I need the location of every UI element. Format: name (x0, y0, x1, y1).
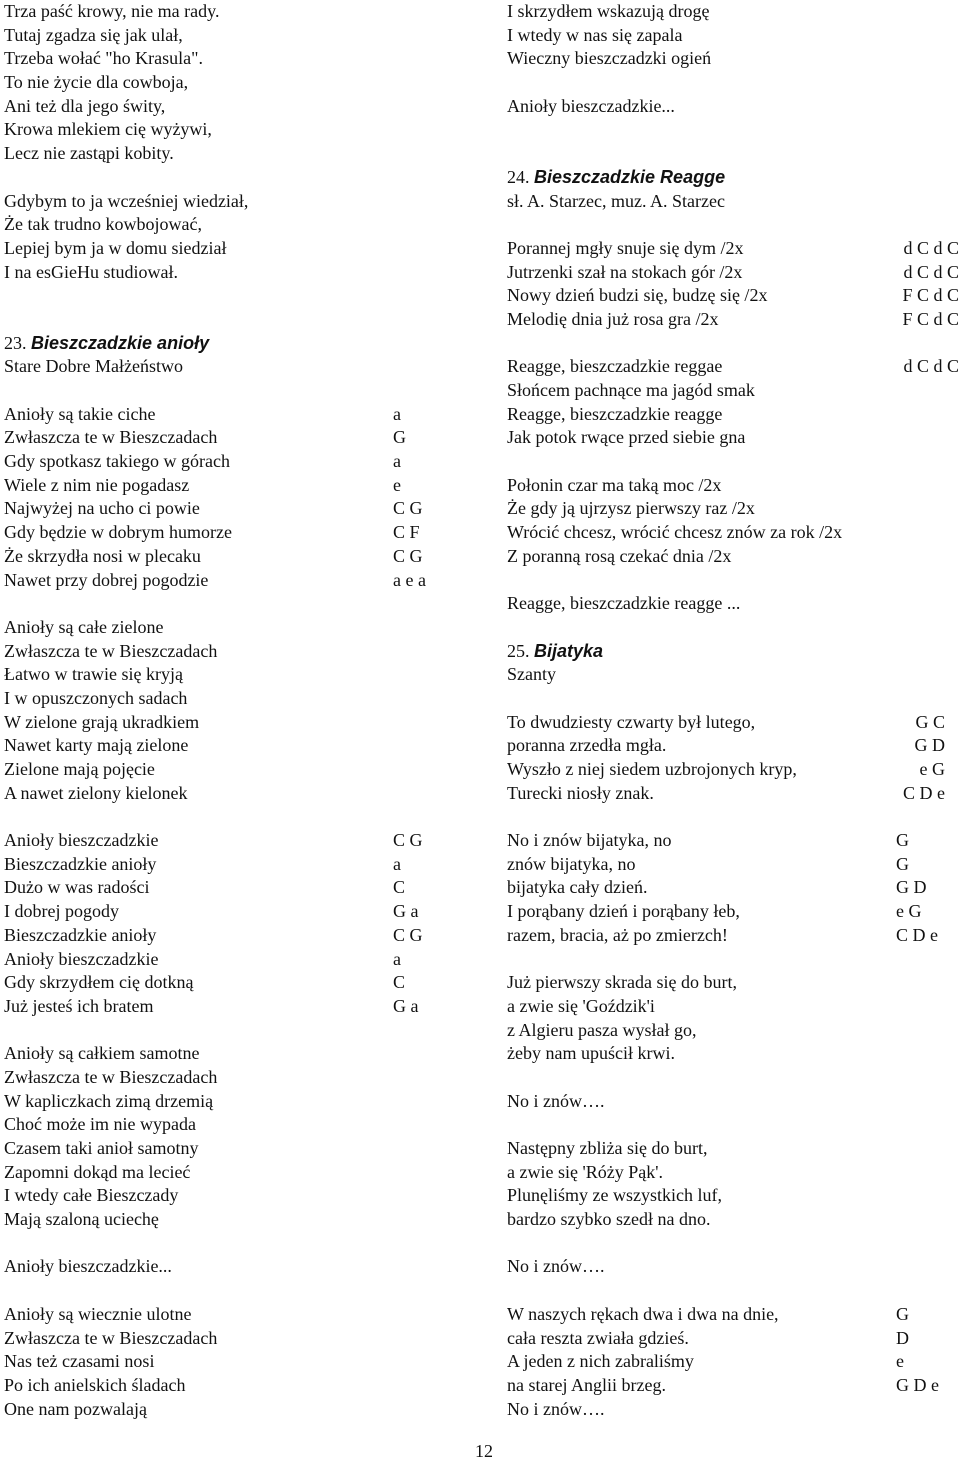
chord: F C d C (902, 285, 959, 306)
chord: C F (393, 522, 420, 543)
lyric-line: bardzo szybko szedł na dno. (507, 1209, 711, 1230)
lyric-line: Reagge, bieszczadzkie reagge ... (507, 593, 741, 614)
lyric-line: Anioły są całe zielone (4, 616, 164, 637)
lyric-line: Że skrzydła nosi w plecaku C G (4, 545, 444, 569)
chord: C (393, 972, 406, 993)
song-number: 23. (4, 332, 27, 353)
blank-line (507, 948, 959, 972)
chord: a (393, 403, 401, 424)
lyric-line: One nam pozwalają (4, 1398, 147, 1419)
chord: G C (915, 711, 945, 732)
song-author: sł. A. Starzec, muz. A. Starzec (507, 190, 725, 211)
blank-line (507, 805, 959, 829)
chord: a (393, 451, 401, 472)
chord: G D (896, 877, 927, 898)
lyric-line: Anioły bieszczadzkie... (507, 95, 675, 116)
lyric-line: Porannej mgły snuje się dym /2x d C d C (507, 237, 959, 261)
chord: d C d C (903, 261, 959, 282)
chord: F C d C (902, 308, 959, 329)
lyric-line: Po ich anielskich śladach (4, 1374, 186, 1395)
lyric-line: na starej Anglii brzeg. G D e (507, 1374, 959, 1398)
blank-line (4, 379, 444, 403)
lyric-line: Następny zbliża się do burt, (507, 1138, 708, 1158)
blank-line (507, 142, 959, 166)
lyric-line: Że tak trudno kowbojować, (4, 214, 202, 235)
lyric-line: cała reszta zwiała gdzieś. D (507, 1327, 959, 1351)
lyric-line: Anioły są takie ciche a (4, 403, 444, 427)
chord: a (393, 948, 401, 969)
lyric-line: bijatyka cały dzień. G D (507, 876, 959, 900)
lyric-line: I w opuszczonych sadach (4, 687, 188, 708)
lyric-line: Trza paść krowy, nie ma rady. (4, 1, 220, 21)
lyric-line: Bieszczadzkie anioły a (4, 853, 444, 877)
lyric-line: Turecki niosły znak. C D e (507, 782, 959, 806)
lyric-line: Z poranną rosą czekać dnia /2x (507, 545, 732, 566)
song-title: Bieszczadzkie Reagge (534, 166, 726, 187)
blank-line (4, 592, 444, 616)
blank-line (4, 284, 444, 308)
lyric-line: Reagge, bieszczadzkie reggae d C d C (507, 355, 959, 379)
lyric-line: I wtedy całe Bieszczady (4, 1185, 179, 1206)
chord: d C d C (903, 356, 959, 377)
lyric-line: poranna zrzedła mgła. G D (507, 734, 959, 758)
blank-line (507, 118, 959, 142)
blank-line (507, 569, 959, 593)
lyric-line: Gdy będzie w dobrym humorze C F (4, 521, 444, 545)
lyric-line: Wyszło z niej siedem uzbrojonych kryp, e G (507, 758, 959, 782)
song-author: Stare Dobre Małżeństwo (4, 356, 183, 377)
chord: G (896, 1303, 909, 1324)
chord: G (896, 830, 909, 851)
lyric-line: Dużo w was radości C (4, 876, 444, 900)
lyric-line: I skrzydłem wskazują drogę (507, 1, 710, 21)
lyric-line: Melodię dnia już rosa gra /2x F C d C (507, 308, 959, 332)
song-title: Bijatyka (534, 640, 604, 661)
lyric-line: Krowa mlekiem cię wyżywi, (4, 119, 212, 140)
lyric-line: Gdy skrzydłem cię dotkną C (4, 971, 444, 995)
lyric-line: Anioły bieszczadzkie C G (4, 829, 444, 853)
lyric-line: Lepiej bym ja w domu siedział (4, 237, 227, 258)
song-title-24 (507, 166, 959, 190)
blank-line (4, 1232, 444, 1256)
blank-line (507, 1279, 959, 1303)
lyric-line: Łatwo w trawie się kryją (4, 664, 183, 685)
chord: G (896, 853, 909, 874)
lyric-line: Jutrzenki szał na stokach gór /2x d C d C (507, 261, 959, 285)
lyric-line: razem, bracia, aż po zmierzch! C D e (507, 924, 959, 948)
lyric-line: Nowy dzień budzi się, budzę się /2x F C d C (507, 284, 959, 308)
blank-line (4, 805, 444, 829)
chord: C G (393, 545, 423, 566)
chord: D (896, 1327, 909, 1348)
blank-line (507, 332, 959, 356)
song-number: 24. (507, 166, 530, 187)
lyric-line: Zwłaszcza te w Bieszczadach (4, 1327, 218, 1348)
lyric-line: To nie życie dla cowboja, (4, 72, 189, 93)
lyric-line: Najwyżej na ucho ci powie C G (4, 497, 444, 521)
lyric-line: I dobrej pogody G a (4, 900, 444, 924)
blank-line (507, 213, 959, 237)
lyric-line: I porąbany dzień i porąbany łeb, e G (507, 900, 959, 924)
lyric-line: Nas też czasami nosi (4, 1351, 155, 1372)
lyric-line: Zwłaszcza te w Bieszczadach (4, 640, 218, 661)
lyric-line: Wrócić chcesz, wrócić chcesz znów za rok /2x (507, 522, 843, 543)
lyric-line: a zwie się 'Róży Pąk'. (507, 1161, 663, 1182)
blank-line (507, 1113, 959, 1137)
blank-line (4, 308, 444, 332)
right-column (507, 0, 959, 1421)
blank-line (507, 450, 959, 474)
lyric-line: Mają szaloną uciechę (4, 1209, 159, 1230)
lyric-line: Wieczny bieszczadzki ogień (507, 48, 712, 69)
blank-line (507, 616, 959, 640)
lyric-line: Ani też dla jego świty, (4, 95, 166, 116)
lyric-line: Zwłaszcza te w Bieszczadach G (4, 426, 444, 450)
chord: e (393, 474, 401, 495)
chord: G a (393, 995, 419, 1016)
chord: G (393, 427, 406, 448)
lyric-line: Bieszczadzkie anioły C G (4, 924, 444, 948)
song-title: Bieszczadzkie anioły (31, 332, 210, 353)
lyric-line: Tutaj zgadza się jak ulał, (4, 24, 183, 45)
lyric-line: żeby nam upuścił krwi. (507, 1043, 675, 1064)
page-number: 12 (475, 1441, 493, 1461)
chord: C G (393, 830, 423, 851)
lyric-line: Nawet karty mają zielone (4, 735, 189, 756)
chord: C (393, 877, 406, 898)
left-column (4, 0, 444, 1421)
chord: C D e (896, 924, 938, 945)
blank-line (507, 687, 959, 711)
lyric-line: Wiele z nim nie pogadasz e (4, 474, 444, 498)
lyric-line: A jeden z nich zabraliśmy e (507, 1350, 959, 1374)
lyric-line: Anioły bieszczadzkie a (4, 948, 444, 972)
blank-line (4, 166, 444, 190)
lyric-line: Trzeba wołać "ho Krasula". (4, 48, 203, 69)
lyric-line: Słońcem pachnące ma jagód smak (507, 380, 755, 400)
lyric-line: Anioły są całkiem samotne (4, 1043, 200, 1064)
lyric-line: No i znów…. (507, 1256, 605, 1277)
lyric-line: No i znów bijatyka, no G (507, 829, 959, 853)
chord: e G (896, 901, 922, 922)
lyric-line: znów bijatyka, no G (507, 853, 959, 877)
lyric-line: Plunęliśmy ze wszystkich luf, (507, 1185, 722, 1206)
chord: e (896, 1351, 904, 1372)
lyric-line: Już pierwszy skrada się do burt, (507, 972, 737, 993)
chord: C G (393, 924, 423, 945)
chord: C G (393, 498, 423, 519)
lyric-line: Gdybym to ja wcześniej wiedział, (4, 190, 249, 211)
lyric-line: a zwie się 'Goździk'i (507, 995, 655, 1016)
lyric-line: Zapomni dokąd ma lecieć (4, 1161, 191, 1182)
lyric-line: Reagge, bieszczadzkie reagge (507, 403, 723, 424)
song-title-23 (4, 332, 444, 356)
lyric-line: No i znów…. (507, 1090, 605, 1111)
lyric-line: Że gdy ją ujrzysz pierwszy raz /2x (507, 498, 755, 519)
lyric-line: Choć może im nie wypada (4, 1114, 196, 1135)
lyric-line: Nawet przy dobrej pogodzie a e a (4, 569, 444, 593)
lyric-line: Lecz nie zastąpi kobity. (4, 143, 174, 164)
lyric-line: To dwudziesty czwarty był lutego, G C (507, 711, 959, 735)
lyric-line: W zielone grają ukradkiem (4, 711, 200, 732)
lyric-line: z Algieru pasza wysłał go, (507, 1019, 697, 1040)
blank-line (507, 1232, 959, 1256)
chord: G D e (896, 1374, 939, 1395)
lyric-line: Zwłaszcza te w Bieszczadach (4, 1066, 218, 1087)
chord: G a (393, 901, 419, 922)
lyric-line: Połonin czar ma taką moc /2x (507, 474, 722, 495)
blank-line (507, 71, 959, 95)
lyric-line: Anioły bieszczadzkie... (4, 1256, 172, 1277)
lyric-line: Anioły są wiecznie ulotne (4, 1303, 192, 1324)
chord: a (393, 853, 401, 874)
lyric-line: Czasem taki anioł samotny (4, 1138, 199, 1158)
chord: e G (919, 759, 945, 779)
song-author: Szanty (507, 664, 556, 685)
chord: a e a (393, 569, 426, 590)
chord: d C d C (903, 237, 959, 258)
lyric-line: Zielone mają pojęcie (4, 759, 155, 779)
song-number: 25. (507, 640, 530, 661)
lyric-line: Już jesteś ich bratem G a (4, 995, 444, 1019)
lyric-line: I na esGieHu studiował. (4, 261, 178, 282)
chord: G D (914, 735, 945, 756)
lyric-line: I wtedy w nas się zapala (507, 24, 683, 45)
blank-line (4, 1279, 444, 1303)
lyric-line: W kapliczkach zimą drzemią (4, 1090, 214, 1111)
blank-line (4, 1019, 444, 1043)
lyric-line: Jak potok rwące przed siebie gna (507, 427, 746, 448)
chord: C D e (903, 782, 945, 803)
lyric-line: A nawet zielony kielonek (4, 782, 188, 803)
lyric-line: Gdy spotkasz takiego w górach a (4, 450, 444, 474)
lyric-line: No i znów…. (507, 1398, 605, 1419)
blank-line (507, 1066, 959, 1090)
lyric-line: W naszych rękach dwa i dwa na dnie, G (507, 1303, 959, 1327)
song-title-25 (507, 640, 959, 664)
